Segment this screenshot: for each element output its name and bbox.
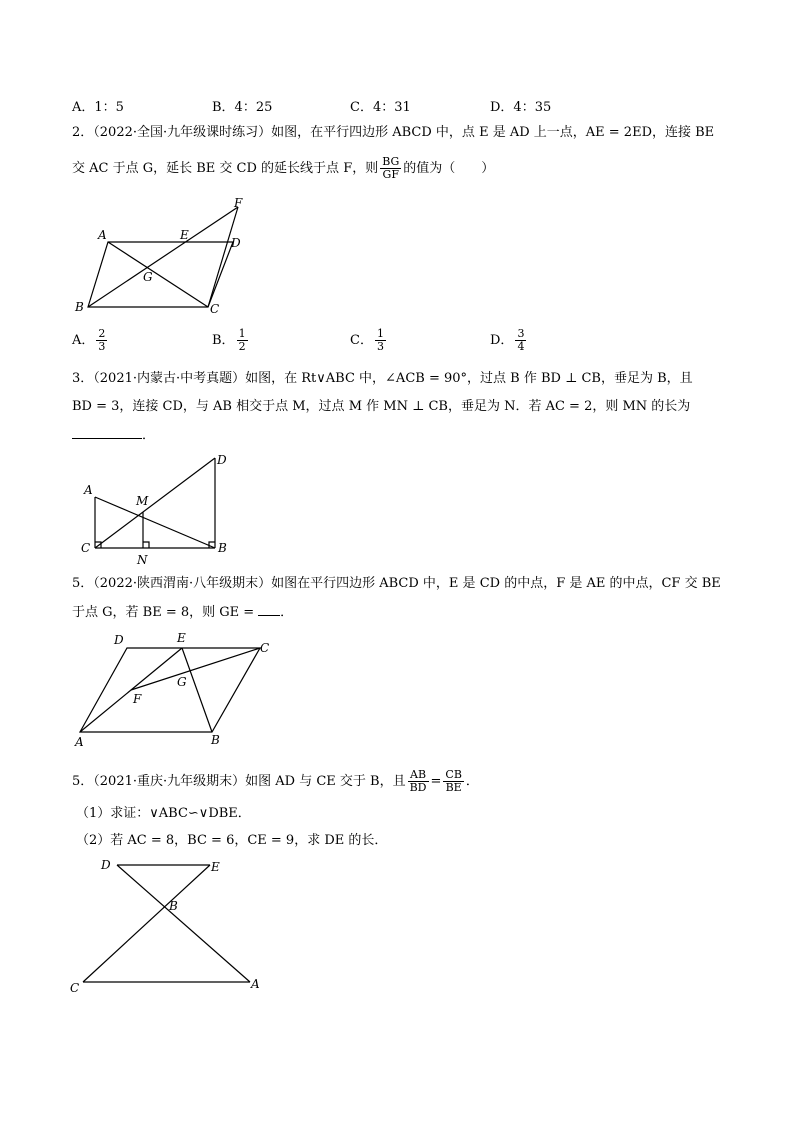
q5b-segment-ec	[83, 865, 210, 982]
q3-label-c: C	[81, 541, 91, 555]
q5b-label-b: B	[169, 899, 178, 913]
q3-text-line1: 3．（2021·内蒙古·中考真题）如图，在 Rt∨ABC 中，∠ACB = 90°，过点 B 作 BD ⊥ CB，垂足为 B，且	[72, 371, 693, 386]
q2-text-pre: 交 AC 于点 G，延长 BE 交 CD 的延长线于点 F，则	[72, 161, 379, 176]
q2-option-d: D． $\frac{3}{4}$	[490, 327, 525, 353]
q2-label-a: A	[98, 228, 107, 242]
q5a-parallelogram	[80, 648, 260, 732]
q2-label-e: E	[180, 228, 189, 242]
q3-segment-cd	[95, 458, 215, 548]
q3-label-m: M	[136, 494, 149, 508]
q3-label-n: N	[137, 553, 148, 567]
q1-option-a: A．1：5	[72, 100, 124, 115]
q5a-label-g: G	[177, 675, 187, 689]
q5a-answer-blank[interactable]	[258, 603, 280, 616]
q5b-label-a: A	[251, 977, 260, 991]
q2-diagonal-ac	[108, 242, 208, 307]
q5a-segment-eb	[182, 648, 212, 732]
q2-label-d: D	[231, 236, 241, 250]
q5a-label-f: F	[133, 692, 142, 706]
q5b-label-c: C	[70, 981, 80, 995]
q3-right-angle-n	[143, 542, 149, 548]
q5a-label-a: A	[75, 735, 84, 749]
q5a-label-e: E	[177, 631, 186, 645]
q2-label-g: G	[143, 270, 153, 284]
q3-label-a: A	[84, 483, 93, 497]
q2-option-c: C． $\frac{1}{3}$	[350, 327, 384, 353]
q5b-text-line1: 5．（2021·重庆·九年级期末）如图 AD 与 CE 交于 B，且 $\frac{AB}{BD}$ = $\frac{CB}{BE}$ ．	[72, 768, 479, 794]
q3-label-b: B	[218, 541, 227, 555]
q1-option-b: B．4：25	[212, 100, 273, 115]
q2-label-c: C	[210, 302, 220, 316]
q2-fraction	[380, 156, 401, 181]
q5b-fraction-1: $\frac{AB}{BD}$	[409, 768, 427, 794]
q5a-figure	[70, 628, 290, 750]
q2-line-bf	[88, 207, 238, 307]
q5b-segment-da	[117, 865, 250, 982]
q5a-segment-fc	[131, 648, 260, 690]
q5b-fraction-2: $\frac{CB}{BE}$	[445, 768, 462, 794]
q3-label-d: D	[217, 453, 227, 467]
q2-label-b: B	[75, 300, 84, 314]
q5b-label-d: D	[101, 858, 111, 872]
q2-text-post: 的值为（ ）	[403, 161, 495, 176]
q3-answer-blank[interactable]	[72, 426, 142, 439]
q5b-label-e: E	[211, 860, 220, 874]
q5a-label-c: C	[260, 641, 270, 655]
q2-frac-den: GF	[382, 168, 399, 181]
q2-text-line2	[72, 156, 494, 181]
q1-option-c: C．4：31	[350, 100, 411, 115]
q2-line-cf	[208, 207, 238, 307]
q5a-label-d: D	[114, 633, 124, 647]
q2-frac-num: BG	[382, 155, 400, 168]
q2-label-f: F	[234, 196, 243, 210]
q5a-text-line1: 5．（2022·陕西渭南·八年级期末）如图在平行四边形 ABCD 中，E 是 CD 的中点，F 是 AE 的中点，CF 交 BE	[72, 576, 721, 591]
q5a-text-line2: 于点 G，若 BE = 8，则 GE = ．	[72, 605, 294, 620]
q3-text-line3: ．	[72, 426, 155, 445]
q5b-figure	[65, 852, 275, 997]
q3-text-line2: BD = 3，连接 CD，与 AB 相交于点 M，过点 M 作 MN ⊥ CB，垂足为 N．若 AC = 2，则 MN 的长为	[72, 399, 691, 414]
q5b-part1: （1）求证：∨ABC∽∨DBE．	[76, 806, 251, 821]
q1-option-d: D．4：35	[490, 100, 552, 115]
q3-figure	[75, 450, 245, 570]
q2-option-a: A． $\frac{2}{3}$	[72, 327, 106, 353]
q2-text-line1: 2．（2022·全国·九年级课时练习）如图，在平行四边形 ABCD 中，点 E 是 AD 上一点，AE = 2ED，连接 BE	[72, 125, 715, 140]
q5a-label-b: B	[211, 733, 220, 747]
q2-figure	[70, 195, 260, 320]
q2-option-b: B． $\frac{1}{2}$	[212, 327, 246, 353]
q5b-part2: （2）若 AC = 8，BC = 6，CE = 9，求 DE 的长．	[76, 833, 388, 848]
q3-segment-ab	[95, 497, 215, 548]
